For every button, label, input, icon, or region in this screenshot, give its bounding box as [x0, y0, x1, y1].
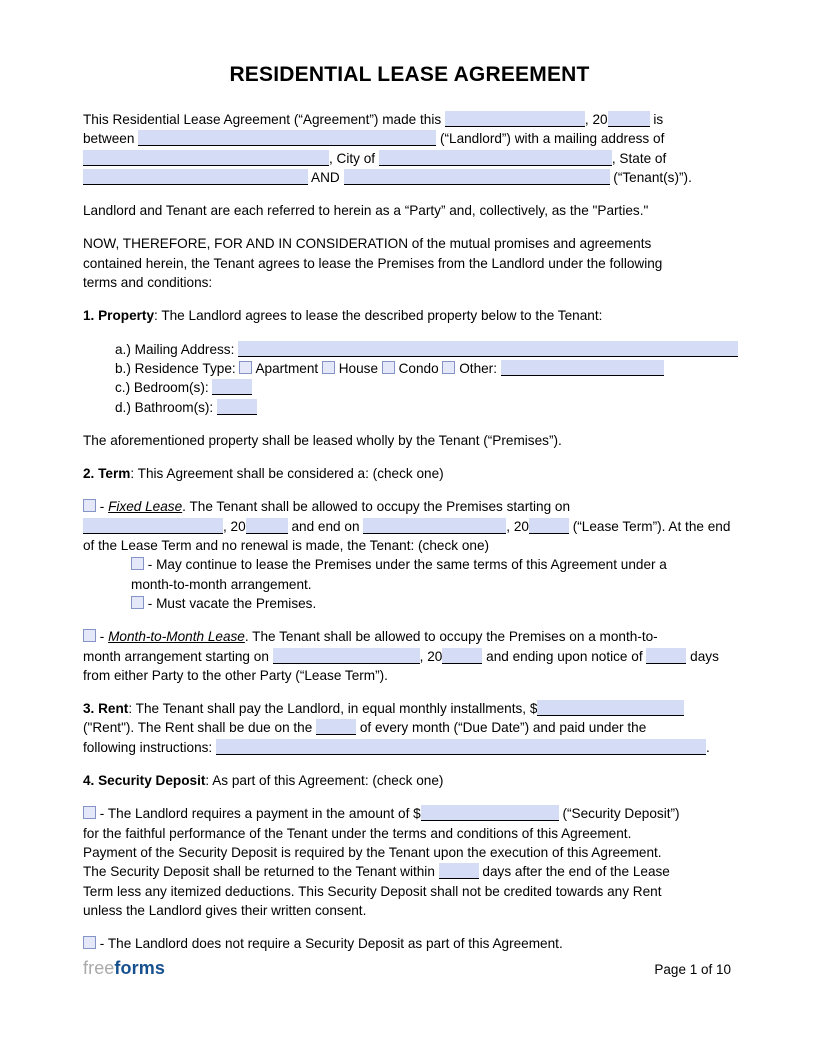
text-line — [83, 398, 736, 417]
text-run: : The Tenant shall pay the Landlord, in equal monthly installments, $ — [128, 701, 538, 717]
text-run: , State of — [611, 150, 667, 166]
text-run: month arrangement starting on — [83, 648, 273, 664]
text-run: c.) Bedroom(s): — [115, 380, 213, 396]
text-run: : As part of this Agreement: (check one) — [205, 773, 444, 789]
agreement-day-field[interactable] — [445, 111, 585, 127]
text-run: for the faithful performance of the Tenant under the terms and conditions of this Agreement. — [83, 825, 632, 841]
landlord-street-field[interactable] — [83, 150, 329, 166]
fixed-lease-label: Fixed Lease — [108, 499, 183, 515]
month-to-month-checkbox[interactable] — [83, 629, 96, 642]
text-line — [83, 129, 736, 148]
property-details-list — [83, 340, 736, 417]
text-run: is — [649, 112, 664, 127]
text-line — [83, 555, 736, 574]
text-line — [83, 536, 736, 555]
text-run: : The Landlord agrees to lease the described property below to the Tenant: — [154, 308, 603, 324]
text-run: Term less any itemized deductions. This Security Deposit shall not be credited towards any Rent — [83, 883, 662, 899]
text-line — [83, 306, 736, 325]
brand-free-text: free — [83, 958, 115, 978]
text-line — [83, 168, 736, 187]
agreement-year-field[interactable] — [608, 111, 650, 127]
mtm-start-year-field[interactable] — [442, 648, 482, 664]
text-line — [83, 804, 736, 823]
section-1-property — [83, 306, 736, 325]
text-run: terms and conditions: — [83, 275, 213, 291]
text-run: Other: — [455, 360, 501, 376]
text-run: from either Party to the other Party (“Lease Term”). — [83, 667, 388, 683]
consideration-clause — [83, 234, 736, 292]
text-run: Apartment — [252, 360, 322, 376]
text-line — [83, 234, 736, 253]
text-run: , 20 — [223, 518, 246, 534]
text-line — [83, 575, 736, 594]
text-run: The Security Deposit shall be returned to the Tenant within — [83, 864, 439, 880]
text-run: - The Landlord does not require a Security Deposit as part of this Agreement. — [96, 936, 563, 952]
notice-days-field[interactable] — [646, 648, 686, 664]
text-line — [83, 882, 736, 901]
parties-clause — [83, 201, 736, 220]
text-run: - — [96, 629, 109, 645]
no-security-deposit-checkbox[interactable] — [83, 936, 96, 949]
text-run: - May continue to lease the Premises under the same terms of this Agreement under a — [144, 557, 667, 573]
text-run: unless the Landlord gives their written consent. — [83, 902, 367, 918]
security-deposit-checkbox[interactable] — [83, 806, 96, 819]
text-line — [83, 359, 736, 378]
month-to-month-clause — [83, 627, 736, 685]
text-line — [83, 843, 736, 862]
text-line — [83, 666, 736, 685]
text-run: AND — [308, 169, 344, 185]
text-run: , 20 — [419, 648, 443, 664]
text-run: . The Tenant shall be allowed to occupy the Premises on a month-to- — [244, 629, 658, 645]
text-line — [83, 497, 736, 516]
text-run: (“Lease Term”). At the end — [568, 518, 731, 534]
text-line — [83, 627, 736, 646]
text-run: (“Landlord”) with a mailing address of — [436, 131, 665, 147]
text-line — [83, 464, 736, 483]
document-title: RESIDENTIAL LEASE AGREEMENT — [229, 63, 590, 86]
text-run: House — [334, 360, 382, 376]
text-line — [83, 824, 736, 843]
text-run: Landlord and Tenant are each referred to herein as a “Party” and, collectively, as the "Parties." — [83, 203, 649, 219]
freeforms-logo — [83, 958, 165, 979]
end-year-field[interactable] — [529, 518, 569, 534]
text-run: , City of — [329, 150, 379, 166]
text-line — [83, 699, 736, 718]
continue-month-to-month-checkbox[interactable] — [131, 557, 144, 570]
text-run: month-to-month arrangement. — [131, 576, 312, 592]
landlord-state-field[interactable] — [83, 169, 308, 185]
mtm-start-date-field[interactable] — [273, 648, 420, 664]
section-heading: 3. Rent — [83, 701, 129, 717]
text-run: of the Lease Term and no renewal is made, the Tenant: (check one) — [83, 538, 490, 554]
security-deposit-required-clause — [83, 804, 736, 920]
bathrooms-field[interactable] — [217, 399, 257, 415]
bedrooms-field[interactable] — [212, 379, 252, 395]
page-footer — [83, 958, 731, 979]
text-run: b.) Residence Type: — [115, 360, 240, 376]
text-line — [83, 901, 736, 920]
fixed-lease-clause — [83, 497, 736, 613]
text-run: - Must vacate the Premises. — [144, 595, 317, 611]
text-run: days after the end of the Lease — [478, 864, 670, 880]
start-date-field[interactable] — [83, 518, 223, 534]
brand-forms-text: forms — [114, 958, 165, 978]
section-4-security-deposit — [83, 771, 736, 790]
text-run: - — [96, 499, 109, 515]
text-line — [83, 771, 736, 790]
text-run: ("Rent"). The Rent shall be due on the — [83, 720, 317, 736]
house-checkbox[interactable] — [322, 361, 335, 374]
landlord-name-field[interactable] — [138, 130, 436, 146]
text-line — [83, 254, 736, 273]
text-run: Payment of the Security Deposit is required by the Tenant upon the execution of this Agreement. — [83, 844, 662, 860]
rent-amount-field[interactable] — [537, 700, 684, 716]
payment-instructions-field[interactable] — [216, 739, 706, 755]
text-run: and end on — [287, 518, 364, 534]
text-run: following instructions: — [83, 739, 216, 755]
mailing-address-field[interactable] — [238, 341, 738, 357]
other-checkbox[interactable] — [442, 361, 455, 374]
text-run: (“Tenant(s)”). — [609, 169, 692, 185]
intro-paragraph — [83, 110, 736, 187]
text-run: . — [705, 739, 710, 755]
text-line — [83, 378, 736, 397]
condo-checkbox[interactable] — [382, 361, 395, 374]
text-run: , 20 — [584, 112, 608, 127]
tenant-names-field[interactable] — [344, 169, 610, 185]
apartment-checkbox[interactable] — [239, 361, 252, 374]
section-heading: 1. Property — [83, 308, 155, 324]
premises-clause — [83, 431, 736, 450]
landlord-city-field[interactable] — [379, 150, 612, 166]
text-run: d.) Bathroom(s): — [115, 399, 217, 415]
section-heading: 4. Security Deposit — [83, 773, 206, 789]
text-line — [83, 594, 736, 613]
security-deposit-amount-field[interactable] — [421, 805, 559, 821]
text-run: between — [83, 131, 139, 147]
end-date-field[interactable] — [363, 518, 506, 534]
page-number: Page 1 of 10 — [654, 962, 731, 977]
text-run: NOW, THEREFORE, FOR AND IN CONSIDERATION of the mutual promises and agreements — [83, 236, 652, 252]
document-content — [83, 110, 736, 953]
text-line — [83, 431, 736, 450]
deposit-return-days-field[interactable] — [439, 863, 479, 879]
text-line — [83, 273, 736, 292]
text-run: (“Security Deposit”) — [558, 806, 680, 822]
section-heading: 2. Term — [83, 466, 131, 482]
no-security-deposit-clause — [83, 934, 736, 953]
section-2-term — [83, 464, 736, 483]
text-line — [83, 149, 736, 168]
must-vacate-checkbox[interactable] — [131, 596, 144, 609]
text-line — [83, 862, 736, 881]
text-line — [83, 934, 736, 953]
text-line — [83, 647, 736, 666]
text-line — [83, 340, 736, 359]
text-line — [83, 718, 736, 737]
text-run: The aforementioned property shall be leased wholly by the Tenant (“Premises”). — [83, 432, 562, 448]
text-run: : This Agreement shall be considered a: (check one) — [130, 466, 444, 482]
text-line — [83, 201, 736, 220]
section-3-rent — [83, 699, 736, 757]
month-to-month-label: Month-to-Month Lease — [108, 629, 245, 645]
text-run: and ending upon notice of — [482, 648, 647, 664]
text-line — [83, 738, 736, 757]
text-run: This Residential Lease Agreement (“Agreement”) made this — [83, 112, 445, 127]
text-line — [83, 110, 736, 129]
start-year-field[interactable] — [246, 518, 288, 534]
rent-due-day-field[interactable] — [316, 719, 356, 735]
text-run: , 20 — [506, 518, 529, 534]
other-type-field[interactable] — [501, 360, 664, 376]
text-run: days — [686, 648, 719, 664]
text-run: . The Tenant shall be allowed to occupy the Premises starting on — [182, 499, 571, 515]
text-line — [83, 517, 736, 536]
fixed-lease-checkbox[interactable] — [83, 499, 96, 512]
text-run: of every month (“Due Date”) and paid under the — [356, 720, 647, 736]
text-run: Condo — [394, 360, 443, 376]
text-run: contained herein, the Tenant agrees to lease the Premises from the Landlord under the following — [83, 255, 663, 271]
text-run: - The Landlord requires a payment in the amount of $ — [96, 806, 421, 822]
text-run: a.) Mailing Address: — [115, 341, 239, 357]
